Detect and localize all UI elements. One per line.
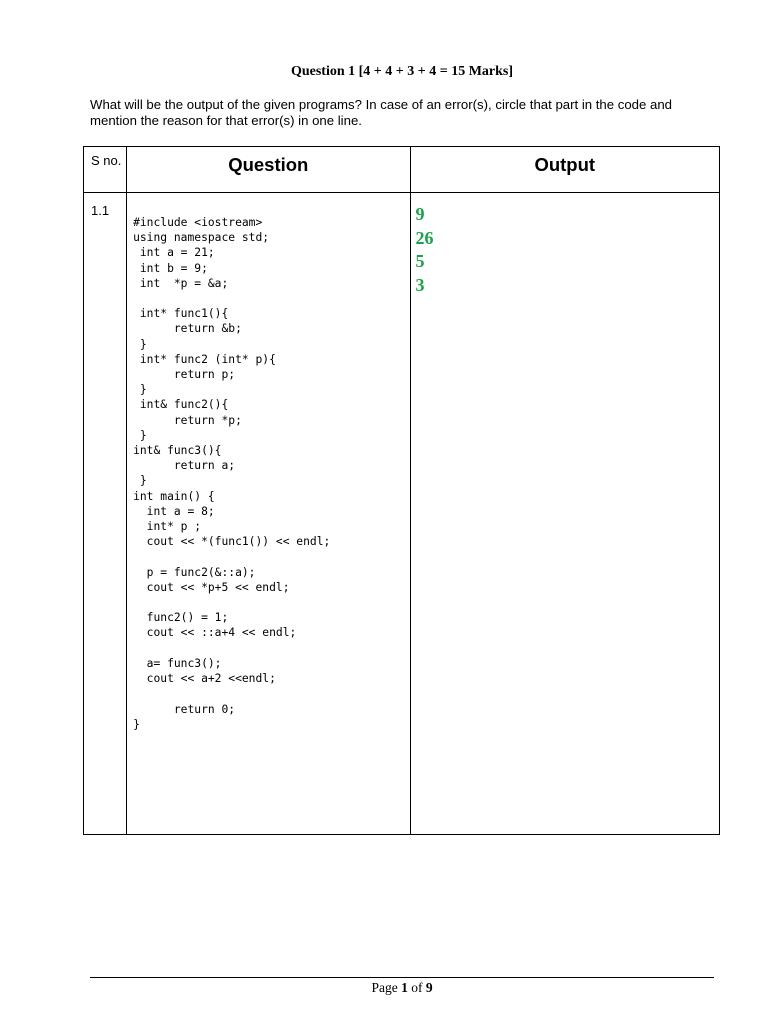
sno-cell: 1.1 [84,193,127,835]
footer-page-current: 1 [401,980,408,995]
footer-page-total: 9 [425,980,433,995]
code-block: #include <iostream> using namespace std; int a = 21; int b = 9; int *p = &a; int* func1(){ return &b; } int* func2 (int* p){ return p; } int& func2(){ return *p; } int& func3(){ return a; } int main() { int a = 8; int* p ; cout << *(func1()) << endl; p = func2(&::a); cout << *p+5 << endl; func2() = 1; cout << ::a+4 << endl; a= func3(); cout << a+2 <<endl; return 0; } [133,216,331,731]
footer-divider [90,977,714,978]
footer-page-label: Page [371,980,398,995]
output-line: 3 [415,274,425,295]
footer-of-label: of [411,980,423,995]
table-row [84,193,720,835]
question-heading: Question 1 [4 + 4 + 3 + 4 = 15 Marks] [290,64,514,79]
instructions-text: What will be the output of the given programs? In case of an error(s), circle that part in the code and mention the reason for that error(s) in one line. [90,97,673,128]
table-header-row [84,147,720,193]
output-header: Output [410,147,720,193]
output-line: 5 [415,251,425,272]
output-line: 26 [415,227,434,248]
page-footer [90,980,714,996]
question-table [83,146,720,835]
question-header: Question [127,147,410,193]
output-line: 9 [415,204,425,224]
code-cell [127,193,410,835]
output-cell [410,193,720,835]
sno-header: S no. [84,147,127,193]
